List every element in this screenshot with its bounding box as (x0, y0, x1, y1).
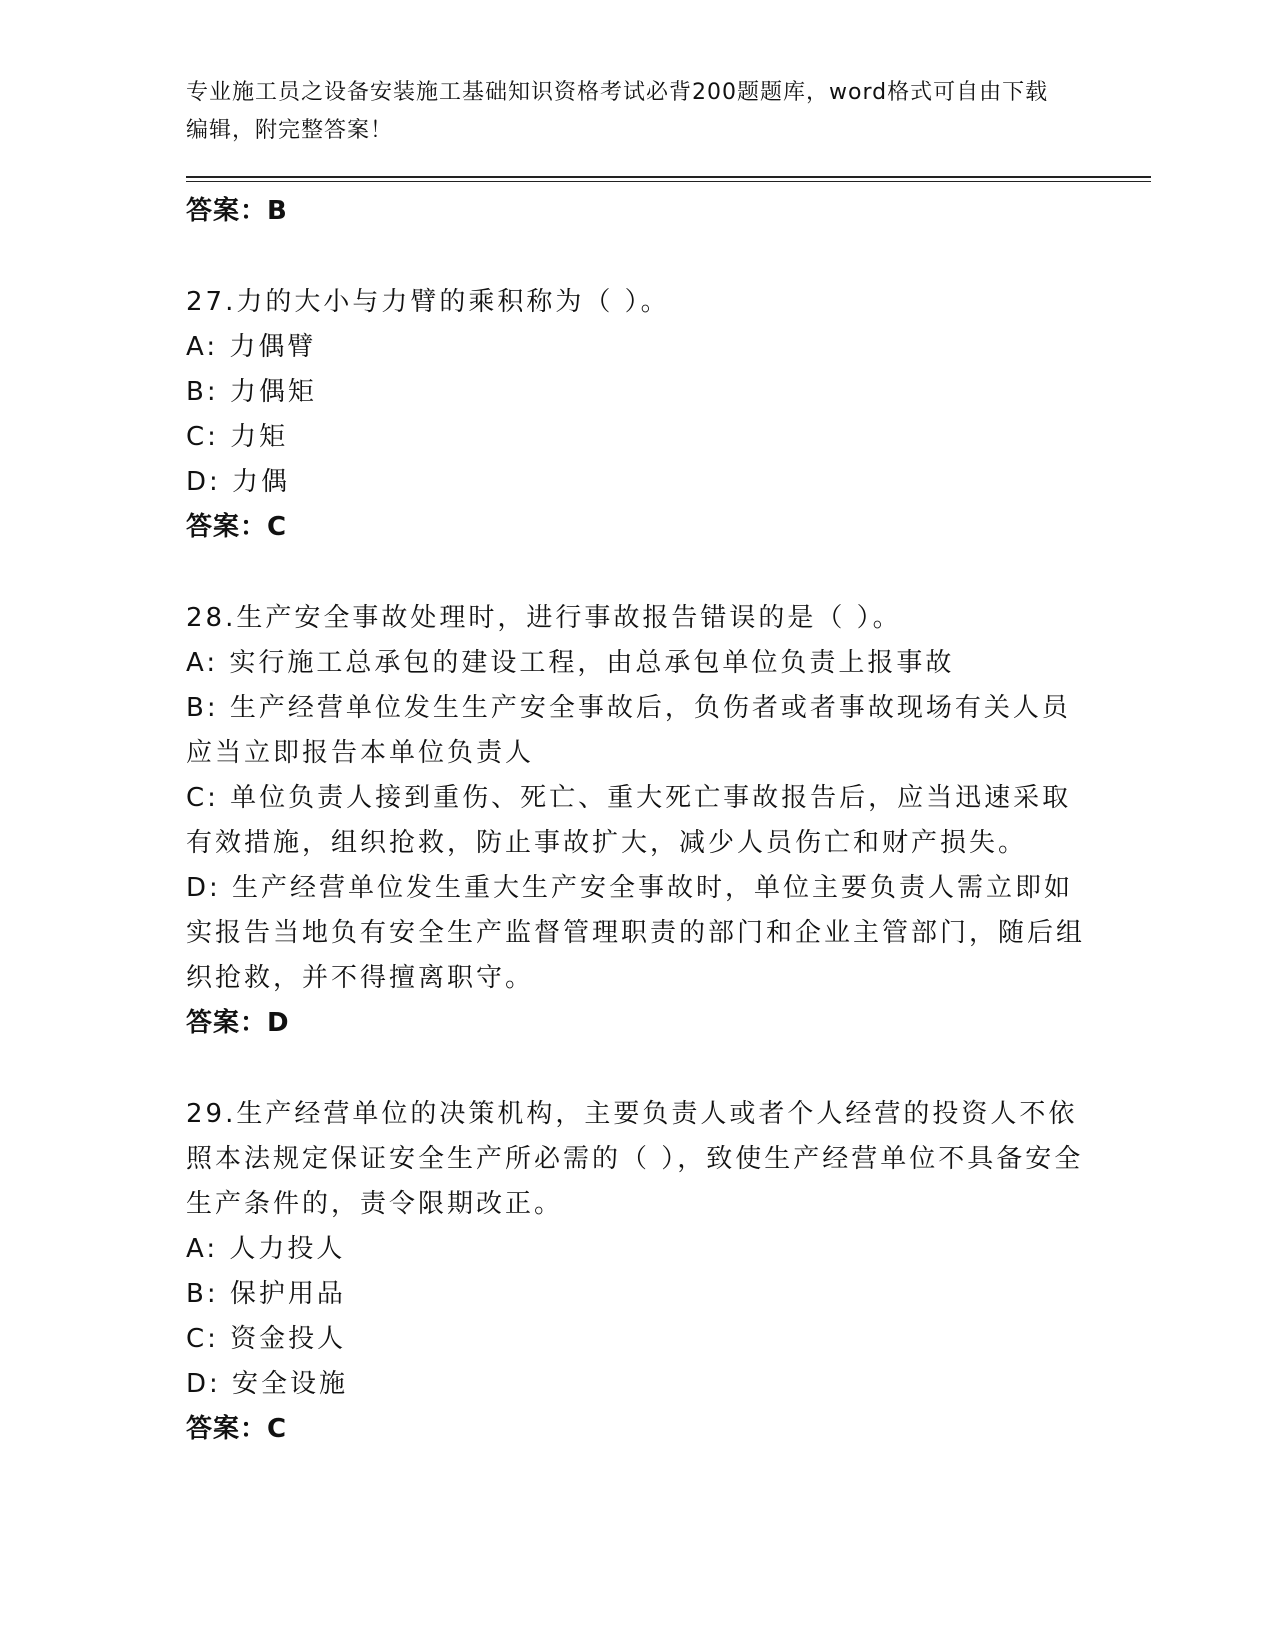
option-c: C: 单位负责人接到重伤、死亡、重大死亡事故报告后，应当迅速采取有效措施，组织抢救，防止事故扩大，减少人员伤亡和财产损失。 (186, 783, 1072, 858)
option-a: A: 实行施工总承包的建设工程，由总承包单位负责上报事故 (186, 648, 955, 678)
question-28 (186, 596, 1086, 1046)
answer-line: 答案：D (186, 1008, 290, 1038)
header-rule-thick (186, 176, 1151, 178)
question-text: 27.力的大小与力臂的乘积称为（ ）。 (186, 287, 670, 317)
option-b: B: 力偶矩 (186, 377, 317, 407)
question-27 (186, 280, 1086, 550)
question-text: 28.生产安全事故处理时，进行事故报告错误的是（ ）。 (186, 603, 902, 633)
option-b: B: 生产经营单位发生生产安全事故后，负伤者或者事故现场有关人员应当立即报告本单位负责人 (186, 693, 1071, 768)
option-b: B: 保护用品 (186, 1279, 346, 1309)
option-d: D: 力偶 (186, 467, 291, 497)
question-text: 29.生产经营单位的决策机构，主要负责人或者个人经营的投资人不依照本法规定保证安全生产所必需的（ ），致使生产经营单位不具备安全生产条件的，责令限期改正。 (186, 1099, 1084, 1219)
option-c: C: 资金投人 (186, 1324, 347, 1354)
answer-line: 答案：C (186, 1414, 288, 1444)
header-rule-thin (186, 181, 1151, 182)
answer-line: 答案：B (186, 196, 288, 226)
option-a: A: 力偶臂 (186, 332, 317, 362)
question-list (186, 189, 1086, 1452)
answer-line: 答案：C (186, 512, 288, 542)
question-29 (186, 1092, 1086, 1452)
option-d: D: 生产经营单位发生重大生产安全事故时，单位主要负责人需立即如实报告当地负有安全生产监督管理职责的部门和企业主管部门，随后组织抢救，并不得擅离职守。 (186, 873, 1086, 993)
option-c: C: 力矩 (186, 422, 289, 452)
document-header: 专业施工员之设备安装施工基础知识资格考试必背200题题库，word格式可自由下载编辑，附完整答案！ (186, 80, 1049, 143)
option-a: A: 人力投人 (186, 1234, 346, 1264)
option-d: D: 安全设施 (186, 1369, 349, 1399)
